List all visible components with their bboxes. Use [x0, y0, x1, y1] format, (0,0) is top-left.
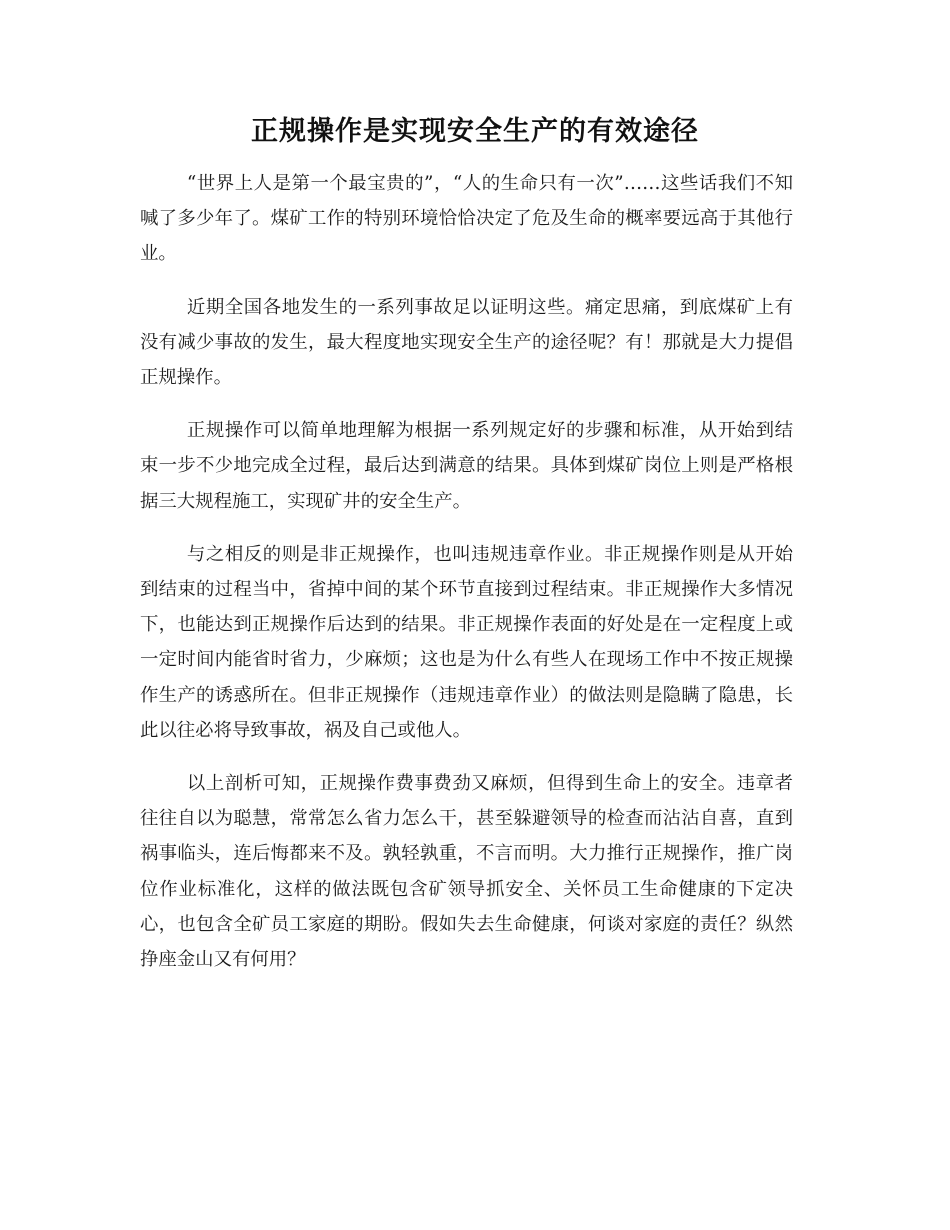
paragraph: 与之相反的则是非正规操作，也叫违规违章作业。非正规操作则是从开始到结束的过程当中，省掉中间的某个环节直接到过程结束。非正规操作大多情况下，也能达到正规操作后达到的结果。非正规操作表面的好处是在一定程度上或一定时间内能省时省力，少麻烦；这也是为什么有些人在现场工作中不按正规操作生产的诱惑所在。但非正规操作（违规违章作业）的做法则是隐瞒了隐患，长此以往必将导致事故，祸及自己或他人。 — [140, 543, 793, 741]
paragraph: 近期全国各地发生的一系列事故足以证明这些。痛定思痛，到底煤矿上有没有减少事故的发生，最大程度地实现安全生产的途径呢？有！那就是大力提倡正规操作。 — [140, 296, 793, 389]
paragraph: 正规操作可以简单地理解为根据一系列规定好的步骤和标准，从开始到结束一步不少地完成全过程，最后达到满意的结果。具体到煤矿岗位上则是严格根据三大规程施工，实现矿井的安全生产。 — [140, 420, 793, 512]
paragraph: “世界上人是第一个最宝贵的”，“人的生命只有一次”……这些话我们不知喊了多少年了。煤矿工作的特别环境恰恰决定了危及生命的概率要远高于其他行业。 — [140, 173, 793, 265]
paragraph: 以上剖析可知，正规操作费事费劲又麻烦，但得到生命上的安全。违章者往往自以为聪慧，常常怎么省力怎么干，甚至躲避领导的检查而沾沾自喜，直到祸事临头，连后悔都来不及。孰轻孰重，不言而明。大力推行正规操作，推广岗位作业标准化，这样的做法既包含矿领导抓安全、关怀员工生命健康的下定决心，也包含全矿员工家庭的期盼。假如失去生命健康，何谈对家庭的责任？纵然挣座金山又有何用？ — [140, 773, 793, 971]
document-title: 正规操作是实现安全生产的有效途径 — [251, 116, 699, 147]
document-body — [140, 166, 793, 995]
